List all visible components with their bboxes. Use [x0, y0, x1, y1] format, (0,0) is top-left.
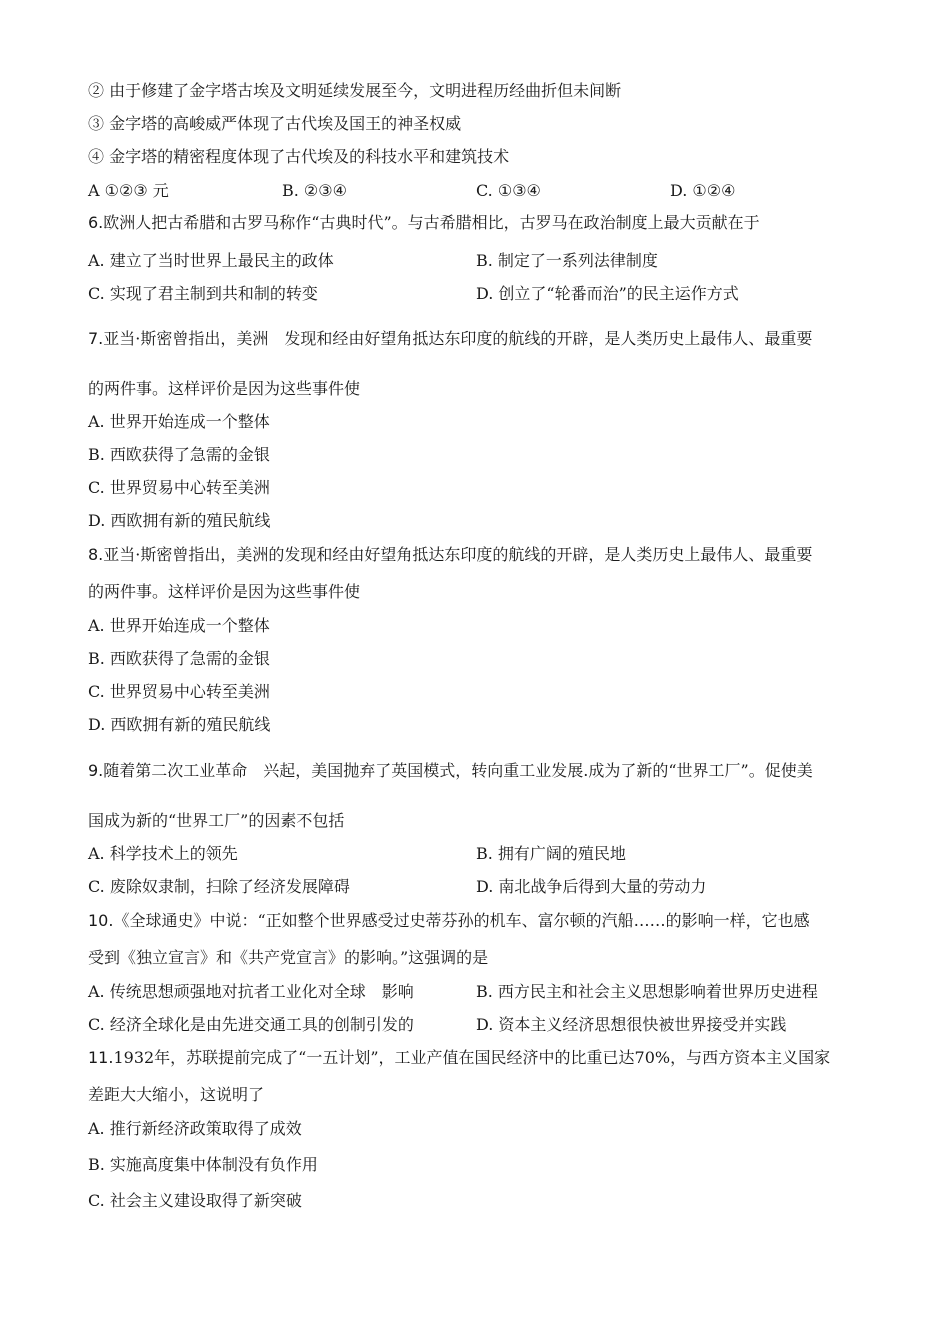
q10-stem-line-2: 受到《独立宣言》和《共产党宣言》的影响。”这强调的是 [88, 948, 489, 967]
q9-option-b: B. 拥有广阔的殖民地 [476, 844, 626, 863]
q5-option-b: B. ②③④ [282, 181, 347, 200]
q10-stem-text: 《全球通史》中说：“正如整个世界感受过史蒂芬孙的机车、富尔顿的汽船……的影响一样，它也感 [113, 911, 810, 930]
q9-option-d: D. 南北战争后得到大量的劳动力 [476, 877, 707, 896]
q8-stem-line-1 [88, 544, 812, 566]
q6-stem-text: 欧洲人把古希腊和古罗马称作“古典时代”。与古希腊相比，古罗马在政治制度上最大贡献在于 [103, 213, 760, 232]
q5-option-c: C. ①③④ [476, 181, 541, 200]
q9-stem-line-1 [88, 760, 813, 782]
q11-option-c: C. 社会主义建设取得了新突破 [88, 1191, 302, 1210]
q10-option-a: A. 传统思想顽强地对抗者工业化对全球 影响 [88, 982, 414, 1001]
q8-number: 8. [88, 545, 104, 564]
q5-option-a: A ①②③ 元 [88, 181, 169, 200]
q9-option-a: A. 科学技术上的领先 [88, 844, 238, 863]
q10-stem-line-1 [88, 910, 810, 932]
q9-stem-text: 随着第二次工业革命 兴起，美国抛弃了英国模式，转向重工业发展.成为了新的“世界工厂”。促使美 [103, 761, 813, 780]
q11-stem-line-2: 差距大大缩小，这说明了 [88, 1085, 265, 1104]
q7-option-a: A. 世界开始连成一个整体 [88, 412, 270, 431]
q10-option-d: D. 资本主义经济思想很快被世界接受并实践 [476, 1015, 787, 1034]
q9-stem-line-2: 国成为新的“世界工厂”的因素不包括 [88, 811, 345, 830]
q6-option-d: D. 创立了“轮番而治”的民主运作方式 [476, 284, 739, 303]
q10-number: 10. [88, 911, 114, 930]
q7-option-c: C. 世界贸易中心转至美洲 [88, 478, 270, 497]
q5-statement-4: ④ 金字塔的精密程度体现了古代埃及的科技水平和建筑技术 [88, 147, 510, 166]
q7-stem-text: 亚当·斯密曾指出，美洲 发现和经由好望角抵达东印度的航线的开辟，是人类历史上最伟人、最重要 [103, 329, 813, 348]
q6-option-a: A. 建立了当时世界上最民主的政体 [88, 251, 334, 270]
q8-option-c: C. 世界贸易中心转至美洲 [88, 682, 270, 701]
q11-stem-line-1 [88, 1047, 830, 1069]
q8-stem-text: 亚当·斯密曾指出，美洲的发现和经由好望角抵达东印度的航线的开辟，是人类历史上最伟人、最重要 [103, 545, 813, 564]
q7-number: 7. [88, 329, 104, 348]
q8-stem-line-2: 的两件事。这样评价是因为这些事件使 [88, 582, 361, 601]
q6-option-b: B. 制定了一系列法律制度 [476, 251, 658, 270]
q6-stem [88, 212, 760, 234]
q5-statement-3: ③ 金字塔的高峻威严体现了古代埃及国王的神圣权威 [88, 114, 462, 133]
q11-option-b: B. 实施高度集中体制没有负作用 [88, 1155, 318, 1174]
q7-stem-line-2: 的两件事。这样评价是因为这些事件使 [88, 379, 361, 398]
q11-option-a: A. 推行新经济政策取得了成效 [88, 1119, 302, 1138]
q8-option-a: A. 世界开始连成一个整体 [88, 616, 270, 635]
q9-option-c: C. 废除奴隶制，扫除了经济发展障碍 [88, 877, 350, 896]
q6-option-c: C. 实现了君主制到共和制的转变 [88, 284, 318, 303]
q8-option-d: D. 西欧拥有新的殖民航线 [88, 715, 271, 734]
q7-option-b: B. 西欧获得了急需的金银 [88, 445, 270, 464]
q5-option-d: D. ①②④ [670, 181, 736, 200]
q6-number: 6. [88, 213, 104, 232]
q10-option-c: C. 经济全球化是由先进交通工具的创制引发的 [88, 1015, 414, 1034]
q11-stem-text: 1932年，苏联提前完成了“一五计划”，工业产值在国民经济中的比重已达70%，与西方资本主义国家 [113, 1048, 831, 1067]
q11-number: 11. [88, 1048, 114, 1067]
q5-statement-2: ② 由于修建了金字塔古埃及文明延续发展至今，文明进程历经曲折但未间断 [88, 81, 622, 100]
q8-option-b: B. 西欧获得了急需的金银 [88, 649, 270, 668]
q7-option-d: D. 西欧拥有新的殖民航线 [88, 511, 271, 530]
q9-number: 9. [88, 761, 104, 780]
q7-stem-line-1 [88, 328, 812, 350]
q10-option-b: B. 西方民主和社会主义思想影响着世界历史进程 [476, 982, 818, 1001]
